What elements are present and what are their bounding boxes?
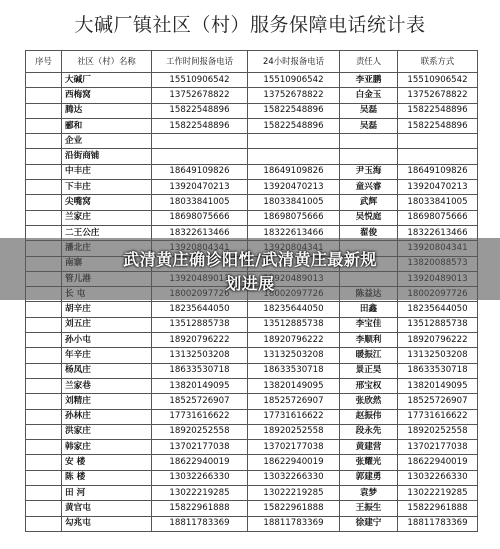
cell-person: 李亚鹏 bbox=[340, 73, 398, 88]
table-row bbox=[26, 302, 478, 317]
cell-person: 吴磊 bbox=[340, 103, 398, 118]
cell-name: 沿街商铺 bbox=[62, 149, 152, 164]
table-row bbox=[26, 73, 478, 88]
cell-person: 翟俊 bbox=[340, 225, 398, 240]
cell-name: 杨凤庄 bbox=[62, 363, 152, 378]
cell-name: 勾兆屯 bbox=[62, 516, 152, 531]
cell-name: 下丰庄 bbox=[62, 180, 152, 195]
cell-name: 孙林庄 bbox=[62, 409, 152, 424]
cell-index bbox=[26, 302, 62, 317]
cell-person: 吴磊 bbox=[340, 118, 398, 133]
table-row bbox=[26, 470, 478, 485]
cell-name: 大碱厂 bbox=[62, 73, 152, 88]
table-row bbox=[26, 149, 478, 164]
column-header-name: 社区（村）名称 bbox=[62, 51, 152, 73]
cell-person: 徐建宁 bbox=[340, 516, 398, 531]
cell-person: 暖振江 bbox=[340, 348, 398, 363]
cell-name: 中丰庄 bbox=[62, 164, 152, 179]
cell-person: 赵振伟 bbox=[340, 409, 398, 424]
cell-index bbox=[26, 73, 62, 88]
cell-work-phone: 13512885738 bbox=[152, 317, 248, 332]
cell-person: 邢宝权 bbox=[340, 378, 398, 393]
cell-contact: 18633530718 bbox=[398, 363, 478, 378]
table-row bbox=[26, 103, 478, 118]
table-row bbox=[26, 88, 478, 103]
cell-24h-phone bbox=[248, 134, 340, 149]
cell-contact: 15822548896 bbox=[398, 103, 478, 118]
cell-index bbox=[26, 424, 62, 439]
cell-name: 腾达 bbox=[62, 103, 152, 118]
cell-work-phone: 18525726907 bbox=[152, 394, 248, 409]
cell-person: 黄建营 bbox=[340, 440, 398, 455]
table-row bbox=[26, 440, 478, 455]
cell-24h-phone: 17731616622 bbox=[248, 409, 340, 424]
cell-contact: 13032266330 bbox=[398, 470, 478, 485]
cell-index bbox=[26, 180, 62, 195]
cell-24h-phone: 18033841005 bbox=[248, 195, 340, 210]
cell-work-phone: 13132503208 bbox=[152, 348, 248, 363]
cell-person: 张欣然 bbox=[340, 394, 398, 409]
cell-contact: 18698075666 bbox=[398, 210, 478, 225]
table-row bbox=[26, 486, 478, 501]
cell-index bbox=[26, 378, 62, 393]
column-header-24h-phone: 24小时报备电话 bbox=[248, 51, 340, 73]
cell-work-phone: 15822548896 bbox=[152, 103, 248, 118]
cell-name: 洪家庄 bbox=[62, 424, 152, 439]
cell-24h-phone: 18633530718 bbox=[248, 363, 340, 378]
cell-index bbox=[26, 455, 62, 470]
cell-work-phone: 13702177038 bbox=[152, 440, 248, 455]
cell-person: 李宝佳 bbox=[340, 317, 398, 332]
cell-work-phone bbox=[152, 134, 248, 149]
table-row bbox=[26, 164, 478, 179]
table-row bbox=[26, 516, 478, 531]
cell-index bbox=[26, 149, 62, 164]
cell-work-phone: 17731616622 bbox=[152, 409, 248, 424]
cell-index bbox=[26, 409, 62, 424]
cell-24h-phone: 15822548896 bbox=[248, 118, 340, 133]
column-header-index: 序号 bbox=[26, 51, 62, 73]
cell-name: 孙小屯 bbox=[62, 333, 152, 348]
cell-person bbox=[340, 149, 398, 164]
cell-contact: 18033841005 bbox=[398, 195, 478, 210]
cell-24h-phone: 18649109826 bbox=[248, 164, 340, 179]
cell-person: 李顺利 bbox=[340, 333, 398, 348]
cell-index bbox=[26, 134, 62, 149]
cell-work-phone: 13022219285 bbox=[152, 486, 248, 501]
cell-contact: 17731616622 bbox=[398, 409, 478, 424]
cell-contact: 18622940019 bbox=[398, 455, 478, 470]
cell-24h-phone: 15822961888 bbox=[248, 501, 340, 516]
table-row bbox=[26, 195, 478, 210]
cell-index bbox=[26, 394, 62, 409]
cell-work-phone bbox=[152, 149, 248, 164]
cell-contact: 15822961888 bbox=[398, 501, 478, 516]
cell-24h-phone: 15822548896 bbox=[248, 103, 340, 118]
cell-index bbox=[26, 470, 62, 485]
cell-person: 景正昊 bbox=[340, 363, 398, 378]
cell-contact bbox=[398, 149, 478, 164]
cell-index bbox=[26, 118, 62, 133]
column-header-contact: 联系方式 bbox=[398, 51, 478, 73]
cell-24h-phone: 18235644050 bbox=[248, 302, 340, 317]
cell-contact: 18322613466 bbox=[398, 225, 478, 240]
cell-name: 郦和 bbox=[62, 118, 152, 133]
cell-index bbox=[26, 501, 62, 516]
cell-24h-phone: 13032266330 bbox=[248, 470, 340, 485]
cell-index bbox=[26, 363, 62, 378]
cell-person bbox=[340, 134, 398, 149]
table-row bbox=[26, 394, 478, 409]
cell-work-phone: 18633530718 bbox=[152, 363, 248, 378]
cell-name: 刘五庄 bbox=[62, 317, 152, 332]
cell-contact bbox=[398, 134, 478, 149]
cell-work-phone: 15822961888 bbox=[152, 501, 248, 516]
table-row bbox=[26, 501, 478, 516]
table-row bbox=[26, 210, 478, 225]
cell-work-phone: 18920796222 bbox=[152, 333, 248, 348]
cell-24h-phone: 13920470213 bbox=[248, 180, 340, 195]
cell-24h-phone: 18698075666 bbox=[248, 210, 340, 225]
cell-contact: 18235644050 bbox=[398, 302, 478, 317]
cell-index bbox=[26, 88, 62, 103]
cell-24h-phone: 18920796222 bbox=[248, 333, 340, 348]
cell-person: 白金玉 bbox=[340, 88, 398, 103]
cell-24h-phone: 18322613466 bbox=[248, 225, 340, 240]
cell-name: 刘精庄 bbox=[62, 394, 152, 409]
cell-contact: 15510906542 bbox=[398, 73, 478, 88]
banner-headline-line2: 划进展 bbox=[225, 274, 275, 293]
column-header-person: 责任人 bbox=[340, 51, 398, 73]
cell-24h-phone: 15510906542 bbox=[248, 73, 340, 88]
banner-headline-line1: 武清黄庄确诊阳性/武清黄庄最新规 bbox=[123, 250, 377, 269]
cell-name: 兰家庄 bbox=[62, 210, 152, 225]
cell-contact: 18811783369 bbox=[398, 516, 478, 531]
page-title: 大碱厂镇社区（村）服务保障电话统计表 bbox=[74, 14, 426, 36]
cell-contact: 15822548896 bbox=[398, 118, 478, 133]
cell-work-phone: 18235644050 bbox=[152, 302, 248, 317]
cell-work-phone: 18622940019 bbox=[152, 455, 248, 470]
cell-work-phone: 15822548896 bbox=[152, 118, 248, 133]
cell-work-phone: 18322613466 bbox=[152, 225, 248, 240]
cell-work-phone: 15510906542 bbox=[152, 73, 248, 88]
cell-24h-phone: 18920252558 bbox=[248, 424, 340, 439]
table-row bbox=[26, 363, 478, 378]
cell-work-phone: 13820149095 bbox=[152, 378, 248, 393]
cell-contact: 13512885738 bbox=[398, 317, 478, 332]
cell-contact: 18525726907 bbox=[398, 394, 478, 409]
table-row bbox=[26, 424, 478, 439]
table-row bbox=[26, 455, 478, 470]
column-header-work-phone: 工作时间报备电话 bbox=[152, 51, 248, 73]
cell-contact: 13820149095 bbox=[398, 378, 478, 393]
cell-name: 黄官屯 bbox=[62, 501, 152, 516]
cell-person: 郭建勇 bbox=[340, 470, 398, 485]
cell-24h-phone: 18811783369 bbox=[248, 516, 340, 531]
cell-person: 吴悦庭 bbox=[340, 210, 398, 225]
table-row bbox=[26, 317, 478, 332]
table-row bbox=[26, 180, 478, 195]
table-row bbox=[26, 409, 478, 424]
table-row bbox=[26, 348, 478, 363]
cell-work-phone: 18033841005 bbox=[152, 195, 248, 210]
cell-24h-phone: 18525726907 bbox=[248, 394, 340, 409]
cell-index bbox=[26, 195, 62, 210]
cell-index bbox=[26, 516, 62, 531]
cell-index bbox=[26, 317, 62, 332]
table-row bbox=[26, 118, 478, 133]
cell-contact: 13132503208 bbox=[398, 348, 478, 363]
cell-index bbox=[26, 164, 62, 179]
cell-name: 胡辛庄 bbox=[62, 302, 152, 317]
cell-work-phone: 18811783369 bbox=[152, 516, 248, 531]
table-row bbox=[26, 134, 478, 149]
cell-person: 袁梦 bbox=[340, 486, 398, 501]
cell-contact: 13920470213 bbox=[398, 180, 478, 195]
cell-index bbox=[26, 486, 62, 501]
cell-person: 武辉 bbox=[340, 195, 398, 210]
cell-24h-phone: 13512885738 bbox=[248, 317, 340, 332]
cell-work-phone: 13752678822 bbox=[152, 88, 248, 103]
cell-name: 企业 bbox=[62, 134, 152, 149]
overlay-banner bbox=[0, 238, 500, 300]
cell-index bbox=[26, 210, 62, 225]
cell-name: 尖嘴窝 bbox=[62, 195, 152, 210]
cell-name: 韩家庄 bbox=[62, 440, 152, 455]
cell-work-phone: 18698075666 bbox=[152, 210, 248, 225]
cell-work-phone: 13032266330 bbox=[152, 470, 248, 485]
cell-work-phone: 18649109826 bbox=[152, 164, 248, 179]
cell-24h-phone: 13022219285 bbox=[248, 486, 340, 501]
cell-contact: 18920252558 bbox=[398, 424, 478, 439]
cell-person: 张耀光 bbox=[340, 455, 398, 470]
cell-24h-phone bbox=[248, 149, 340, 164]
cell-24h-phone: 13702177038 bbox=[248, 440, 340, 455]
cell-person: 田鑫 bbox=[340, 302, 398, 317]
cell-contact: 18920796222 bbox=[398, 333, 478, 348]
cell-person: 尹玉海 bbox=[340, 164, 398, 179]
cell-index bbox=[26, 348, 62, 363]
cell-index bbox=[26, 440, 62, 455]
cell-contact: 13022219285 bbox=[398, 486, 478, 501]
cell-contact: 18649109826 bbox=[398, 164, 478, 179]
cell-work-phone: 18920252558 bbox=[152, 424, 248, 439]
cell-index bbox=[26, 333, 62, 348]
cell-name: 兰家巷 bbox=[62, 378, 152, 393]
cell-24h-phone: 13820149095 bbox=[248, 378, 340, 393]
cell-name: 二王公庄 bbox=[62, 225, 152, 240]
cell-person: 段永先 bbox=[340, 424, 398, 439]
cell-24h-phone: 13752678822 bbox=[248, 88, 340, 103]
cell-contact: 13702177038 bbox=[398, 440, 478, 455]
cell-name: 田 河 bbox=[62, 486, 152, 501]
table-row bbox=[26, 378, 478, 393]
cell-contact: 13752678822 bbox=[398, 88, 478, 103]
cell-name: 陈 楼 bbox=[62, 470, 152, 485]
cell-person: 王振生 bbox=[340, 501, 398, 516]
cell-work-phone: 13920470213 bbox=[152, 180, 248, 195]
cell-24h-phone: 13132503208 bbox=[248, 348, 340, 363]
cell-name: 安 楼 bbox=[62, 455, 152, 470]
table-body bbox=[26, 73, 478, 532]
cell-24h-phone: 18622940019 bbox=[248, 455, 340, 470]
table-row bbox=[26, 333, 478, 348]
cell-name: 年辛庄 bbox=[62, 348, 152, 363]
cell-name: 西梅窝 bbox=[62, 88, 152, 103]
cell-index bbox=[26, 103, 62, 118]
table-header-row bbox=[26, 51, 478, 73]
cell-person: 童兴睿 bbox=[340, 180, 398, 195]
